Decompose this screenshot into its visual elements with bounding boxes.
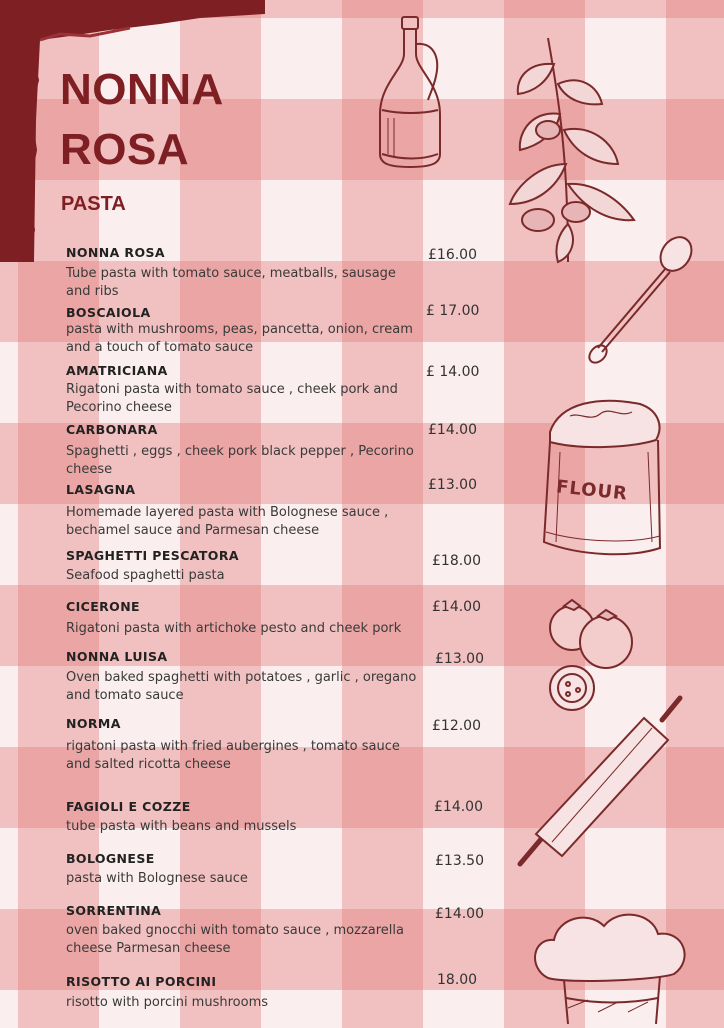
item-description: pasta with mushrooms, peas, pancetta, onion, cream and a touch of tomato sauce (66, 322, 413, 355)
flour-label: FLOUR (555, 476, 629, 505)
page-title (60, 60, 224, 180)
item-name: SPAGHETTI PESCATORA (66, 548, 239, 563)
menu-item (66, 422, 418, 478)
menu-item (66, 482, 418, 539)
item-name: CICERONE (66, 599, 140, 614)
item-description: rigatoni pasta with fried aubergines , tomato sauce and salted ricotta cheese (66, 739, 400, 772)
item-description: Seafood spaghetti pasta (66, 568, 225, 583)
menu-item (66, 548, 418, 585)
spoon-icon (584, 234, 698, 368)
item-description: Oven baked spaghetti with potatoes , garlic , oregano and tomato sauce (66, 670, 417, 703)
flour-sack-icon (540, 392, 666, 558)
item-name: AMATRICIANA (66, 363, 168, 378)
chef-hat-icon (528, 908, 694, 1024)
rolling-pin-icon (512, 688, 692, 872)
menu-item (66, 799, 418, 836)
menu-item (66, 245, 418, 300)
item-price: £18.00 (432, 553, 481, 569)
title-line-2: ROSA (60, 125, 190, 174)
menu-item (66, 599, 418, 638)
item-price: 18.00 (437, 972, 478, 988)
item-price: £13.50 (435, 853, 484, 869)
item-name: NORMA (66, 716, 121, 731)
menu-item (66, 974, 418, 1012)
menu-item (66, 903, 418, 957)
item-price: £ 14.00 (426, 364, 480, 380)
item-description: pasta with Bolognese sauce (66, 871, 248, 886)
item-name: FAGIOLI E COZZE (66, 799, 191, 814)
item-name: NONNA ROSA (66, 245, 165, 260)
item-name: BOSCAIOLA (66, 305, 151, 320)
menu-item (66, 649, 418, 704)
item-price: £14.00 (432, 599, 481, 615)
menu-item (66, 305, 418, 356)
item-price: £12.00 (432, 718, 481, 734)
menu-item (66, 716, 418, 773)
item-description: tube pasta with beans and mussels (66, 819, 297, 834)
oil-bottle-icon (372, 14, 448, 170)
item-description: Rigatoni pasta with artichoke pesto and cheek pork (66, 621, 402, 636)
item-description: Tube pasta with tomato sauce, meatballs, sausage and ribs (66, 266, 396, 299)
item-description: risotto with porcini mushrooms (66, 995, 269, 1010)
menu-item (66, 363, 418, 416)
item-description: Homemade layered pasta with Bolognese sauce , bechamel sauce and Parmesan cheese (66, 505, 389, 538)
section-heading: PASTA (61, 193, 126, 215)
item-price: £13.00 (428, 477, 477, 493)
item-price: £13.00 (435, 651, 484, 667)
item-name: NONNA LUISA (66, 649, 168, 664)
item-price: £ 17.00 (426, 303, 480, 319)
item-price: £14.00 (428, 422, 477, 438)
item-price: £16.00 (428, 247, 477, 263)
item-price: £14.00 (435, 906, 484, 922)
olive-branch-icon (498, 34, 654, 266)
title-line-1: NONNA (60, 65, 224, 114)
item-description: Spaghetti , eggs , cheek pork black pepper , Pecorino cheese (66, 444, 414, 477)
item-name: LASAGNA (66, 482, 136, 497)
item-price: £14.00 (434, 799, 483, 815)
item-name: SORRENTINA (66, 903, 162, 918)
item-name: BOLOGNESE (66, 851, 155, 866)
item-name: RISOTTO AI PORCINI (66, 974, 217, 989)
item-description: Rigatoni pasta with tomato sauce , cheek pork and Pecorino cheese (66, 382, 398, 415)
item-description: oven baked gnocchi with tomato sauce , mozzarella cheese Parmesan cheese (66, 923, 404, 956)
menu-item (66, 851, 418, 888)
item-name: CARBONARA (66, 422, 158, 437)
